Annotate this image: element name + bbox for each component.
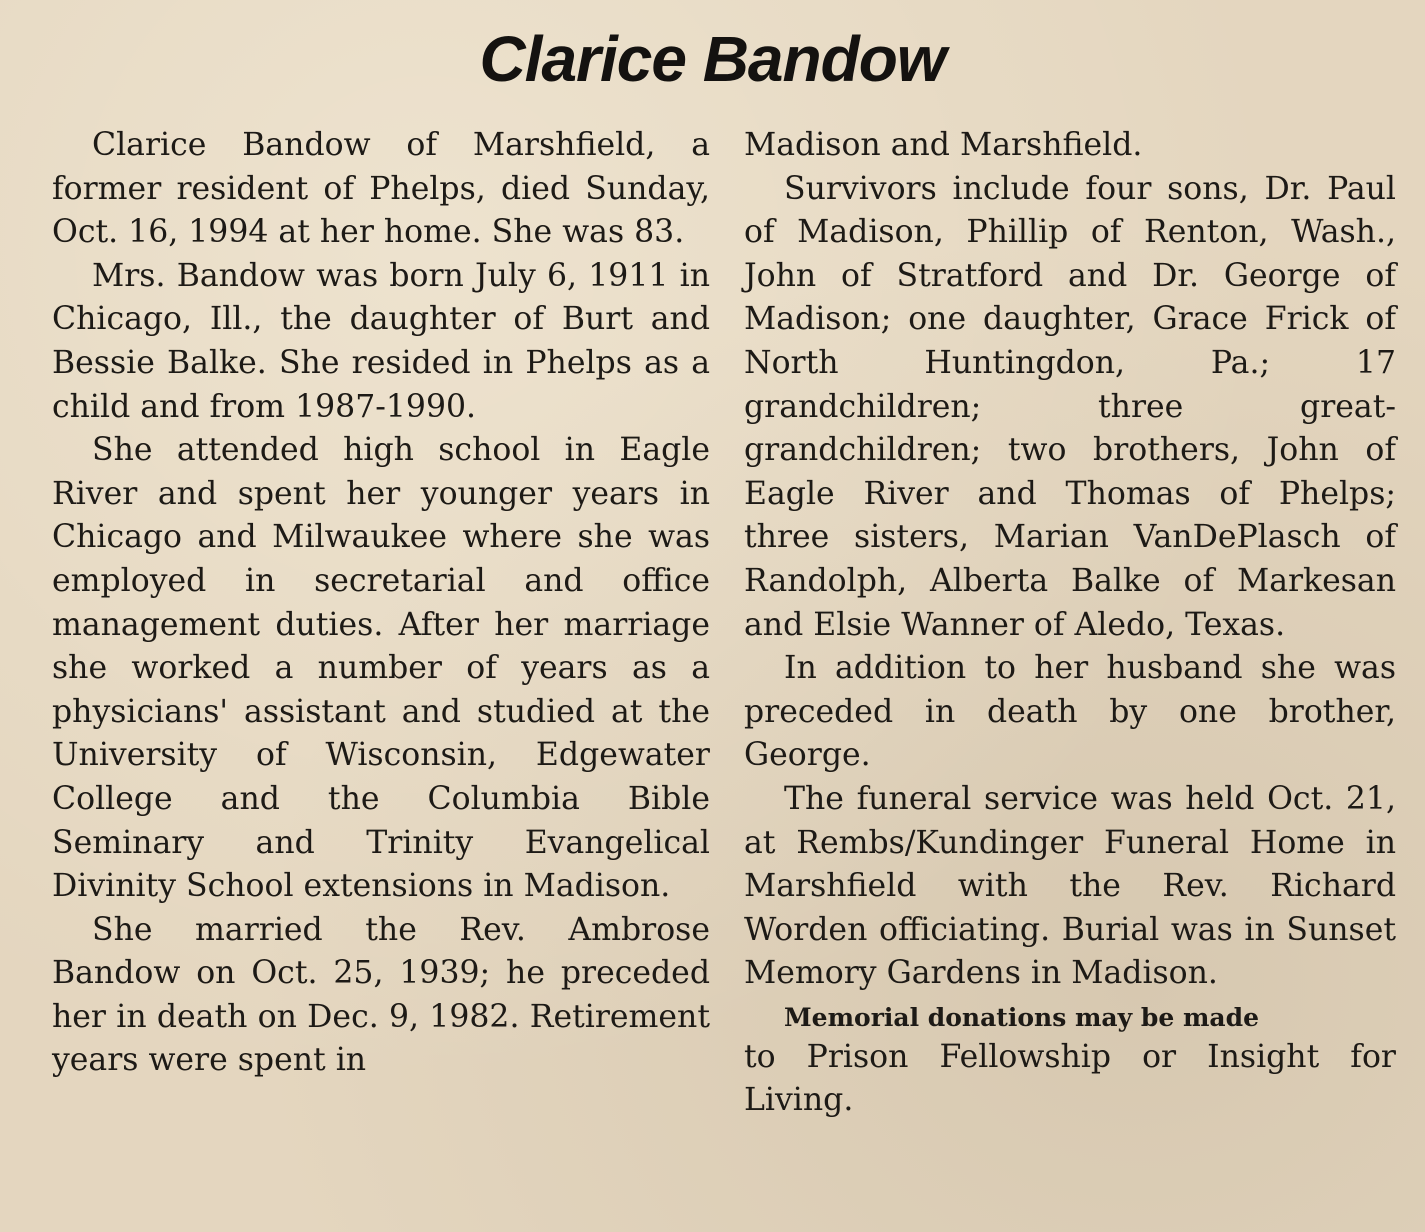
paragraph-education-career: She attended high school in Eagle River and spent her younger years in Chicago and Milwaukee where she was employed in secretarial and office management duties. After her marriage she worked a number of years as a physicians' assistant and studied at the University of Wisconsin, Edgewater College and the Columbia Bible Seminary and Trinity Evangelical Divinity School extensions in Madison. (52, 432, 710, 905)
paragraph-continuation: Madison and Marshfield. (744, 127, 1143, 163)
paragraph-death-notice: Clarice Bandow of Marshfield, a former resident of Phelps, died Sunday, Oct. 16, 1994 at her home. She was 83. (52, 127, 710, 251)
paragraph-birth: Mrs. Bandow was born July 6, 1911 in Chicago, Ill., the daughter of Burt and Bessie Balke. She resided in Phelps as a child and from 1987-1990. (52, 257, 710, 425)
paragraph-memorial-lead: Memorial donations may be made (784, 1002, 1259, 1032)
left-column (52, 124, 710, 1083)
paragraph-preceded: In addition to her husband she was preceded in death by one brother, George. (744, 650, 1396, 774)
paragraph-funeral: The funeral service was held Oct. 21, at Rembs/Kundinger Funeral Home in Marshfield with the Rev. Richard Worden officiating. Burial was in Sunset Memory Gardens in Madison. (744, 780, 1396, 992)
paragraph-marriage: She married the Rev. Ambrose Bandow on Oct. 25, 1939; he preceded her in death on Dec. 9, 1982. Retirement years were spent in (52, 911, 710, 1079)
paragraph-memorial-rest: to Prison Fellowship or Insight for Living. (744, 1038, 1396, 1119)
obituary-title: Clarice Bandow (479, 23, 946, 95)
right-column (744, 124, 1396, 1123)
paragraph-survivors: Survivors include four sons, Dr. Paul of Madison, Phillip of Renton, Wash., John of Stratford and Dr. George of Madison; one daughter, Grace Frick of North Huntingdon, Pa.; 17 grandchildren; three great-grandchildren; two brothers, John of Eagle River and Thomas of Phelps; three sisters, Marian VanDePlasch of Randolph, Alberta Balke of Markesan and Elsie Wanner of Aledo, Texas. (744, 170, 1396, 643)
